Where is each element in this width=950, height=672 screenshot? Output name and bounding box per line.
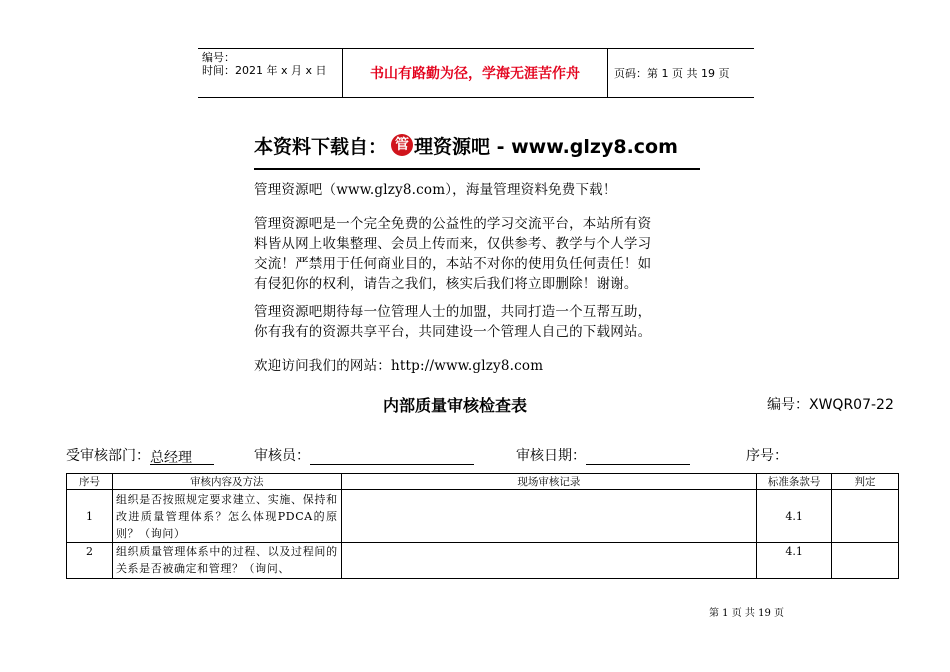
- table-row: [67, 543, 899, 579]
- intro-line: 有侵犯你的权利，请告之我们，核实后我们将立即删除！谢谢。: [254, 276, 638, 292]
- row-verdict[interactable]: [832, 543, 899, 579]
- auditor-field[interactable]: [310, 447, 474, 465]
- intro-line: 料皆从网上收集整理、会员上传而来，仅供参考、教学与个人学习: [254, 236, 652, 252]
- intro-paragraph-4: [254, 356, 704, 376]
- col-header-record: 现场审核记录: [341, 474, 756, 490]
- intro-paragraph-3: [254, 302, 704, 342]
- intro-line: 欢迎访问我们的网站：http://www.glzy8.com: [254, 358, 544, 374]
- intro-line: 交流！严禁用于任何商业目的，本站不对你的使用负任何责任！如: [254, 256, 652, 272]
- col-header-clause: 标准条款号: [757, 474, 832, 490]
- site-logo: 管: [391, 134, 413, 156]
- audit-date-field[interactable]: [586, 447, 690, 465]
- intro-paragraph-2: [254, 214, 704, 294]
- document-header: [198, 48, 754, 98]
- intro-line: 管理资源吧是一个完全免费的公益性的学习交流平台，本站所有资: [254, 216, 652, 232]
- table-row: [67, 490, 899, 543]
- download-banner: [254, 130, 704, 160]
- header-page-label: 页码：第 1 页 共 19 页: [614, 67, 730, 80]
- dept-value: 总经理: [150, 450, 192, 466]
- intro-line: 管理资源吧（www.glzy8.com），海量管理资料免费下载！: [254, 182, 617, 198]
- seq-label: 序号：: [746, 448, 788, 464]
- row-seq: 2: [67, 543, 113, 579]
- document-title: 内部质量审核检查表: [383, 396, 528, 415]
- col-header-verdict: 判定: [832, 474, 899, 490]
- row-verdict[interactable]: [832, 490, 899, 543]
- dept-field[interactable]: [150, 447, 214, 465]
- banner-prefix: 本资料下载自：: [254, 135, 388, 158]
- header-date-label: 时间：2021 年 x 月 x 日: [202, 64, 327, 77]
- header-motto: 书山有路勤为径，学海无涯苦作舟: [342, 49, 608, 97]
- intro-paragraph-1: [254, 180, 704, 200]
- row-record[interactable]: [341, 543, 756, 579]
- document-code: 编号：XWQR07-22: [767, 397, 894, 413]
- row-content: 组织质量管理体系中的过程、以及过程间的关系是否被确定和管理？（询问、: [112, 543, 341, 579]
- row-content: 组织是否按照规定要求建立、实施、保持和改进质量管理体系？怎么体现PDCA的原则？（询问）: [112, 490, 341, 543]
- row-record[interactable]: [341, 490, 756, 543]
- audit-info-line: [66, 445, 896, 465]
- auditor-label: 审核员：: [254, 448, 310, 464]
- banner-divider: [254, 168, 700, 170]
- intro-line: 管理资源吧期待每一位管理人士的加盟，共同打造一个互帮互助，: [254, 304, 652, 320]
- row-clause: 4.1: [757, 490, 832, 543]
- audit-date-label: 审核日期：: [516, 448, 586, 464]
- intro-line: 你有我有的资源共享平台，共同建设一个管理人自己的下载网站。: [254, 324, 652, 340]
- header-left-cell: [198, 49, 342, 97]
- dept-label: 受审核部门：: [66, 448, 150, 464]
- row-seq: 1: [67, 490, 113, 543]
- col-header-seq: 序号: [67, 474, 113, 490]
- col-header-content: 审核内容及方法: [112, 474, 341, 490]
- row-clause: 4.1: [757, 543, 832, 579]
- banner-suffix: 理资源吧 - www.glzy8.com: [414, 135, 678, 158]
- table-header-row: [67, 474, 899, 490]
- header-number-label: 编号：: [202, 51, 235, 64]
- page-footer: 第 1 页 共 19 页: [709, 608, 784, 619]
- audit-checklist-table: [66, 473, 899, 579]
